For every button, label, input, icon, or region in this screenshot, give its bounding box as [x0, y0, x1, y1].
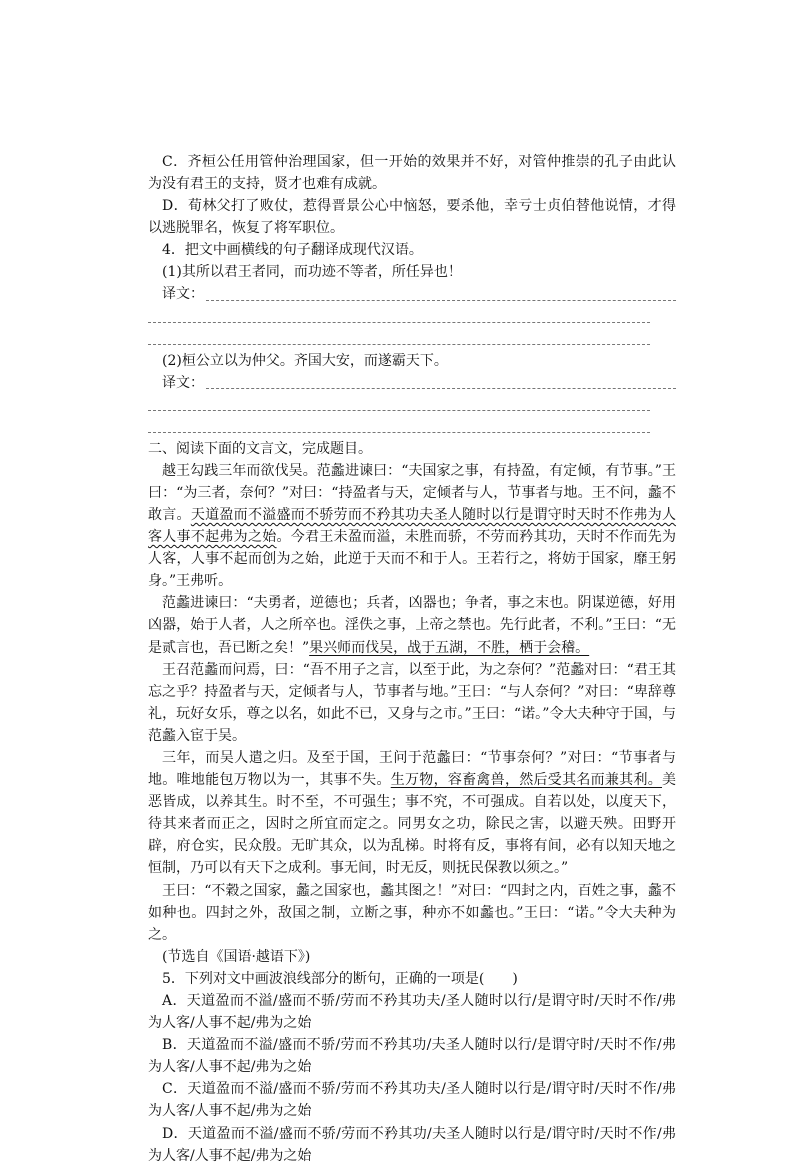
answer-blank[interactable] [148, 330, 650, 345]
q5-option-c[interactable]: C．天道盈而不溢/盛而不骄/劳而不矜其功夫/圣人随时以行是/谓守时/天时不作/弗为人客/人事不起/弗为之始 [148, 1081, 676, 1120]
q4-answer-line-2c[interactable] [148, 416, 676, 438]
q3-option-c: C．齐桓公任用管仲治理国家，但一开始的效果并不好，对管仲推崇的孔子由此认为没有君王的支持，贤才也难有成就。 [148, 154, 676, 193]
q5-stem: 5．下列对文中画波浪线部分的断句，正确的一项是( ) [162, 970, 518, 987]
answer-label: 译文： [162, 374, 204, 391]
document-content [148, 151, 676, 1167]
underlined-text: 生万物，容畜禽兽，然后受其名而兼其利。 [390, 772, 663, 789]
passage-text: 。今君王未盈而溢，未胜而骄，不劳而矜其功，天时不作而先为人客，人事不起而创为之始，此逆于天而不和于人。王若行之，将妨于国家，靡王躬身。”王弗听。 [148, 529, 676, 590]
q4-sentence-1: (1)其所以君王者同，而功迹不等者，所任异也！ [162, 264, 462, 281]
wavy-underlined-text: 天道盈而不溢盛而不骄劳而不矜其功夫圣人随时以行是谓守时天时不作弗为人客人事不起弗为之始 [148, 506, 677, 546]
section-2-heading: 二、阅读下面的文言文，完成题目。 [148, 440, 372, 457]
answer-blank[interactable] [148, 308, 650, 323]
answer-blank[interactable] [148, 418, 650, 433]
passage-paragraph-4 [148, 747, 676, 880]
passage-paragraph-2 [148, 592, 676, 658]
passage-text: 三年，而吴人遣之归。及至于国，王问于范蠡曰：“节事奈何？”对曰：“节事者与地。唯地能包万物以为一，其事不失。 [148, 749, 676, 789]
q4-stem: 4．把文中画横线的句子翻译成现代汉语。 [162, 242, 423, 259]
q4-answer-line-2b[interactable] [148, 394, 676, 416]
passage-text: 范蠡进谏曰：“夫勇者，逆德也；兵者，凶器也；争者，事之末也。阴谋逆德，好用凶器，始于人者，人之所卒也。淫佚之事，上帝之禁也。先行此者，不利。”王曰：“无是贰言也，吾已断之矣！” [148, 595, 676, 656]
answer-blank[interactable] [206, 374, 676, 389]
passage-paragraph-3: 王召范蠡而问焉，曰：“吾不用子之言，以至于此，为之奈何？”范蠡对曰：“君王其忘之乎？持盈者与天，定倾者与人，节事者与地。”王曰：“与人奈何？”对曰：“卑辞尊礼，玩好女乐，尊之以名，如此不已，又身与之市。”王曰：“诺。”令大夫种守于国，与范蠡入宦于吴。 [148, 661, 676, 744]
q5-option-d[interactable]: D．天道盈而不溢/盛而不骄/劳而不矜其功/夫圣人随时以行是/谓守时/天时不作/弗为人客/人事不起/弗为之始 [148, 1125, 676, 1164]
answer-blank[interactable] [148, 396, 650, 411]
passage-paragraph-1 [148, 460, 676, 593]
q4-answer-line-2[interactable] [148, 372, 676, 394]
passage-paragraph-5: 王曰：“不穀之国家，蠡之国家也，蠡其图之！”对曰：“四封之内，百姓之事，蠡不如种也。四封之外，敌国之制，立断之事，种亦不如蠡也。”王曰：“诺。”令大夫种为之。 [148, 882, 676, 943]
q4-sentence-2: (2)桓公立以为仲父。齐国大安，而遂霸天下。 [162, 352, 448, 369]
passage-text: 美恶皆成，以养其生。时不至，不可强生；事不究，不可强成。自若以处，以度天下，待其来者而正之，因时之所宜而定之。同男女之功，除民之害，以避天殃。田野开辟，府仓实，民众殷。无旷其众，以为乱梯。时将有反，事将有间，必有以知天地之恒制，乃可以有天下之成利。事无间，时无反，则抚民保教以须之。” [148, 772, 677, 877]
passage-text: 越王勾践三年而欲伐吴。范蠡进谏曰：“夫国家之事，有持盈，有定倾，有节事。”王曰：“为三者，奈何？”对曰：“持盈者与天，定倾者与人，节事者与地。王不问，蠡不敢言。 [148, 462, 676, 523]
answer-blank[interactable] [206, 286, 676, 301]
q4-answer-line-1b[interactable] [148, 306, 676, 328]
answer-label: 译文： [162, 286, 204, 303]
underlined-text: 果兴师而伐吴，战于五湖，不胜，栖于会稽。 [309, 639, 590, 656]
q3-option-d: D．荀林父打了败仗，惹得晋景公心中恼怒，要杀他，幸亏士贞伯替他说情，才得以逃脱罪名，恢复了将军职位。 [148, 198, 676, 237]
q4-answer-line-1[interactable] [148, 284, 676, 306]
q4-answer-line-1c[interactable] [148, 328, 676, 350]
q5-option-a[interactable]: A．天道盈而不溢/盛而不骄/劳而不矜其功夫/圣人随时以行/是谓守时/天时不作/弗为人客/人事不起/弗为之始 [148, 993, 676, 1032]
passage-source: (节选自《国语·越语下》) [162, 948, 311, 965]
q5-option-b[interactable]: B．天道盈而不溢/盛而不骄/劳而不矜其功/夫圣人随时以行/是谓守时/天时不作/弗为人客/人事不起/弗为之始 [148, 1037, 676, 1076]
